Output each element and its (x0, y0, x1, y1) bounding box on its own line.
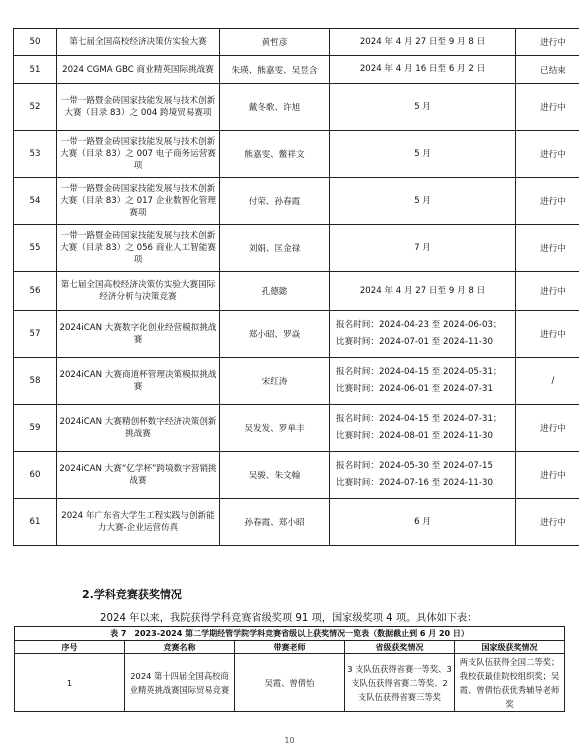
competition-time (330, 311, 516, 358)
time-line: 比赛时间：2024-08-01 至 2024-11-30 (336, 431, 493, 441)
page-number: 10 (284, 736, 295, 745)
teacher-names: 吴骏、朱文翰 (220, 452, 330, 499)
status-text: 进行中 (516, 499, 579, 546)
competition-name: 2024iCAN 大赛商道杯管理决策模拟挑战赛 (57, 358, 220, 405)
time-line: 2024 年 4 月 16 日至 6 月 2 日 (359, 64, 486, 74)
row-number: 51 (14, 56, 57, 84)
teacher-names: 刘娟、匡金禄 (220, 225, 330, 272)
competition-time (330, 225, 516, 272)
row-number: 53 (14, 131, 57, 178)
award-row (15, 654, 565, 712)
competition-name: 第七届全国高校经济决策仿实验大赛 (57, 29, 220, 56)
time-line: 2024 年 4 月 27 日至 9 月 8 日 (359, 285, 486, 296)
table-row (14, 405, 579, 452)
teacher-names: 熊嘉雯、鳖祥文 (220, 131, 330, 178)
row-number: 57 (14, 311, 57, 358)
competition-time (330, 405, 516, 452)
competition-name: 2024iCAN 大赛“亿学杯”跨境数字营销挑战赛 (57, 452, 220, 499)
header-name: 竞赛名称 (125, 641, 235, 654)
time-line: 6 月 (414, 516, 431, 527)
time-line: 比赛时间：2024-07-16 至 2024-11-30 (336, 478, 493, 488)
competition-time (330, 84, 516, 131)
header-teacher: 带赛老师 (235, 641, 345, 654)
teacher-names: 吴发发、罗单丰 (220, 405, 330, 452)
status-text: 进行中 (516, 405, 579, 452)
competition-name: 2024iCAN 大赛精创杯数字经济决策创新挑战赛 (57, 405, 220, 452)
time-line: 报名时间：2024-04-23 至 2024-06-03； (336, 320, 502, 330)
competition-time (330, 272, 516, 311)
header-no: 序号 (15, 641, 125, 654)
row-number: 60 (14, 452, 57, 499)
time-line: 报名时间：2024-05-30 至 2024-07-15 (336, 461, 493, 471)
row-number: 59 (14, 405, 57, 452)
table-row (14, 272, 579, 311)
table-row (14, 225, 579, 272)
competition-table (13, 28, 579, 546)
row-number: 54 (14, 178, 57, 225)
competition-name: 2024 CGMA GBC 商业精英国际挑战赛 (57, 56, 220, 84)
status-text: 进行中 (516, 272, 579, 311)
award-national: 两支队伍获得全国二等奖；我校获最佳院校组织奖；吴霞、曾倩怡获优秀辅导老师奖 (455, 654, 565, 712)
competition-time (330, 358, 516, 405)
teacher-names: 黄哲彦 (220, 29, 330, 56)
competition-name: 一带一路暨金砖国家技能发展与技术创新大赛（目录 83）之 004 跨境贸易赛项 (57, 84, 220, 131)
award-table (14, 626, 565, 712)
table-row (14, 311, 579, 358)
teacher-names: 郑小昭、罗焱 (220, 311, 330, 358)
time-line: 5 月 (414, 195, 431, 206)
competition-name: 一带一路暨金砖国家技能发展与技术创新大赛（目录 83）之 017 企业数智化管理赛项 (57, 178, 220, 225)
status-text: 进行中 (516, 29, 579, 56)
teacher-names: 孙春霞、郑小昭 (220, 499, 330, 546)
time-line: 报名时间：2024-04-15 至 2024-07-31； (336, 414, 502, 424)
time-line: 报名时间：2024-04-15 至 2024-05-31； (336, 367, 502, 377)
competition-time (330, 178, 516, 225)
row-number: 50 (14, 29, 57, 56)
section-heading: 2.学科竞赛获奖情况 (82, 588, 182, 601)
row-number: 56 (14, 272, 57, 311)
table-row (14, 29, 579, 56)
competition-name: 一带一路暨金砖国家技能发展与技术创新大赛（目录 83）之 056 商业人工智能赛项 (57, 225, 220, 272)
status-text: 进行中 (516, 452, 579, 499)
competition-name: 第七届全国高校经济决策仿实验大赛国际经济分析与决策竞赛 (57, 272, 220, 311)
time-line: 5 月 (414, 148, 431, 159)
status-text: 进行中 (516, 84, 579, 131)
status-text: 进行中 (516, 225, 579, 272)
header-national: 国家级获奖情况 (455, 641, 565, 654)
teacher-names: 宋红涛 (220, 358, 330, 405)
award-teacher: 吴霞、曾倩怡 (235, 654, 345, 712)
status-text: 进行中 (516, 178, 579, 225)
status-text: / (516, 358, 579, 405)
time-line: 比赛时间：2024-06-01 至 2024-07-31 (336, 384, 493, 394)
table-row (14, 131, 579, 178)
time-line: 2024 年 4 月 27 日至 9 月 8 日 (359, 36, 486, 47)
teacher-names: 付荣、孙春霞 (220, 178, 330, 225)
award-no: 1 (15, 654, 125, 712)
competition-name: 一带一路暨金砖国家技能发展与技术创新大赛（目录 83）之 007 电子商务运营赛项 (57, 131, 220, 178)
award-competition-name: 2024 第十四届全国高校商业精英挑战赛国际贸易竞赛 (125, 654, 235, 712)
competition-time (330, 452, 516, 499)
row-number: 61 (14, 499, 57, 546)
table-row (14, 56, 579, 84)
section-paragraph: 2024 年以来，我院获得学科竞赛省级奖项 91 项，国家级奖项 4 项。具体如下表： (100, 613, 478, 624)
status-text: 已结束 (516, 56, 579, 84)
teacher-names: 戴冬歌、许旭 (220, 84, 330, 131)
table-row (14, 178, 579, 225)
table-row (14, 84, 579, 131)
competition-time (330, 56, 516, 84)
time-line: 5 月 (414, 101, 431, 112)
status-text: 进行中 (516, 311, 579, 358)
competition-time (330, 499, 516, 546)
table-row (14, 358, 579, 405)
time-line: 比赛时间：2024-07-01 至 2024-11-30 (336, 337, 493, 347)
teacher-names: 朱瑛、熊嘉雯、吴昱含 (220, 56, 330, 84)
status-text: 进行中 (516, 131, 579, 178)
table-row (14, 452, 579, 499)
table-caption: 表 7 2023-2024 第二学期经管学院学科竞赛省级以上获奖情况一览表（数据截止到 6 月 20 日） (15, 627, 565, 641)
row-number: 58 (14, 358, 57, 405)
row-number: 52 (14, 84, 57, 131)
competition-name: 2024 年广东省大学生工程实践与创新能力大赛-企业运营仿真 (57, 499, 220, 546)
award-provincial: 3 支队伍获得省赛一等奖、3 支队伍获得省赛二等奖、2 支队伍获得省赛三等奖 (345, 654, 455, 712)
competition-time (330, 131, 516, 178)
teacher-names: 孔德懿 (220, 272, 330, 311)
competition-name: 2024iCAN 大赛数字化创业经营模拟挑战赛 (57, 311, 220, 358)
header-provincial: 省级获奖情况 (345, 641, 455, 654)
row-number: 55 (14, 225, 57, 272)
competition-time (330, 29, 516, 56)
time-line: 7 月 (414, 242, 431, 253)
table-row (14, 499, 579, 546)
